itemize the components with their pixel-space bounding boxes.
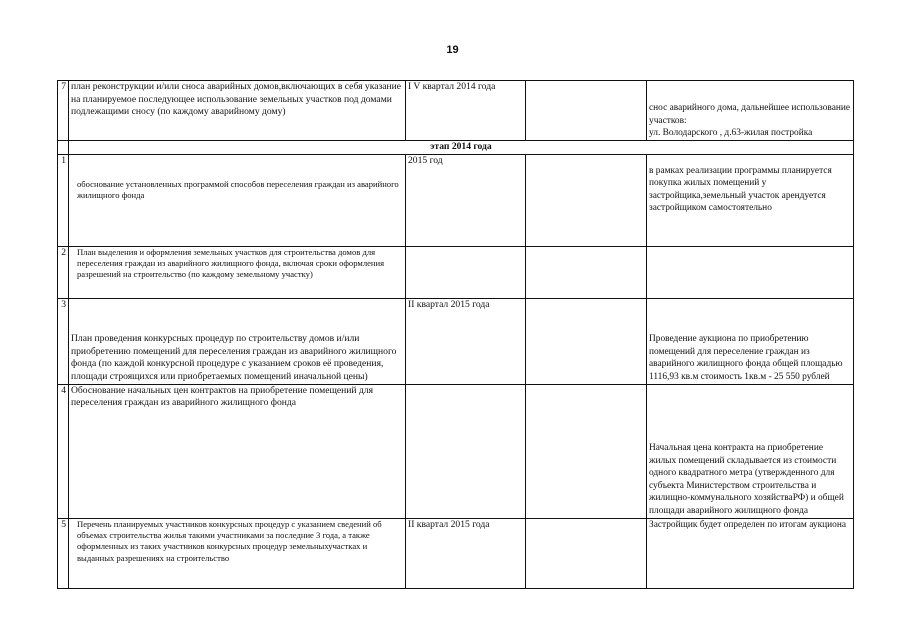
result-cell: Начальная цена контракта на приобретение жилых помещений складывается из стоимости одного квадратного метра (утвержденного для субъекта Министерством строительства и жилищно-коммунального хозяйстваРФ) и общей площади аварийного жилищного фонда <box>647 384 854 518</box>
activity-cell: Перечень планируемых участников конкурсных процедур с указанием сведений об объемах строительства жилья такими участниками за последние 3 года, а также оформленных из таких участников конкурсных процедур земельныхучастках и выданных разрешениях на строительство <box>69 518 406 588</box>
table-row <box>58 81 854 141</box>
table-row <box>58 246 854 298</box>
table-row <box>58 298 854 384</box>
row-number: 4 <box>58 384 69 518</box>
period-cell: II квартал 2015 года <box>406 518 526 588</box>
empty-cell <box>526 81 647 141</box>
table-row <box>58 384 854 518</box>
row-number: 2 <box>58 246 69 298</box>
empty-cell <box>526 246 647 298</box>
period-cell <box>406 246 526 298</box>
table-row <box>58 518 854 588</box>
page-number: 19 <box>446 44 459 56</box>
empty-cell <box>526 154 647 246</box>
result-cell: снос аварийного дома, дальнейшее использование участков: ул. Володарского , д.63-жилая постройка <box>647 81 854 141</box>
period-cell: 2015 год <box>406 154 526 246</box>
activity-cell: Обоснование начальных цен контрактов на приобретение помещений для переселения граждан из аварийного жилищного фонда <box>69 384 406 518</box>
activity-cell: план реконструкции и/или сноса аварийных домов,включающих в себя указание на планируемое последующее использование земельных участков под домами подлежащими сносу (по каждому аварийному дому) <box>69 81 406 141</box>
result-cell: в рамках реализации программы планируется покупка жилых помещений у застройщика,земельный участок арендуется застройщиком самостоятельно <box>647 154 854 246</box>
result-cell <box>647 246 854 298</box>
stage-row <box>58 141 854 155</box>
row-number: 5 <box>58 518 69 588</box>
program-table <box>57 80 854 589</box>
empty-cell <box>526 518 647 588</box>
row-number: 1 <box>58 154 69 246</box>
empty-cell <box>58 141 69 155</box>
result-cell: Застройщик будет определен по итогам аукциона <box>647 518 854 588</box>
activity-cell: План выделения и оформления земельных участков для строительства домов для переселения граждан из аварийного жилищного фонда, включая сроки оформления разрешений на строительство (по каждому земельному участку) <box>69 246 406 298</box>
row-number: 7 <box>58 81 69 141</box>
activity-cell: обоснование установленных программой способов переселения граждан из аварийного жилищного фонда <box>69 154 406 246</box>
period-cell: II квартал 2015 года <box>406 298 526 384</box>
activity-cell: План проведения конкурсных процедур по строительству домов и/или приобретению помещений для переселения граждан из аварийного жилищного фонда (по каждой конкурсной процедуре с указанием сроков её проведения, площади строящихся или приобретаемых помещений иначальной цены) <box>69 298 406 384</box>
row-number: 3 <box>58 298 69 384</box>
empty-cell <box>526 298 647 384</box>
result-cell: Проведение аукциона по приобретению помещений для переселение граждан из аварийного жилищного фонда общей площадью 1116,93 кв.м стоимость 1кв.м - 25 550 рублей <box>647 298 854 384</box>
stage-header: этап 2014 года <box>69 141 854 155</box>
period-cell: I V квартал 2014 года <box>406 81 526 141</box>
period-cell <box>406 384 526 518</box>
empty-cell <box>526 384 647 518</box>
table-row <box>58 154 854 246</box>
